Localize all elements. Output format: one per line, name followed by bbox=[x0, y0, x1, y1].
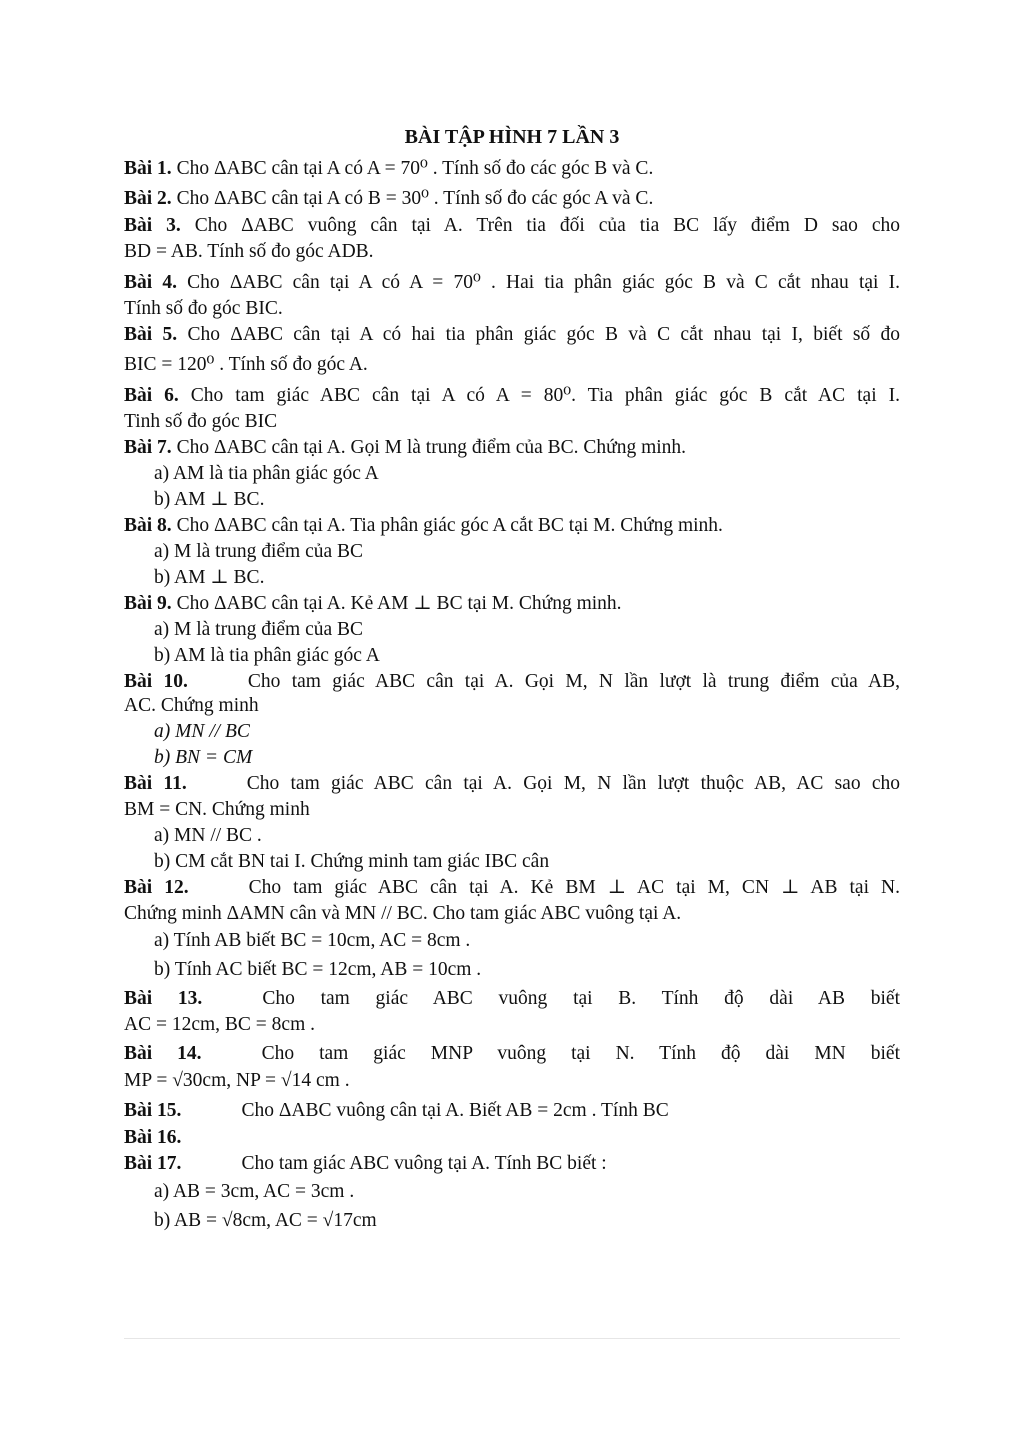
document-title: BÀI TẬP HÌNH 7 LẦN 3 bbox=[404, 126, 620, 148]
exercise-2 bbox=[124, 186, 900, 212]
exercise-text: Cho ΔABC cân tại A. Gọi M là trung điểm của BC. Chứng minh. bbox=[171, 437, 687, 458]
sub-item-text: b) BN = CM bbox=[154, 747, 253, 768]
sub-item-text: a) AM là tia phân giác góc A bbox=[154, 463, 379, 484]
exercise-6 bbox=[124, 383, 900, 409]
exercise-text: Cho tam giác ABC cân tại A. Gọi M, N lần lượt thuộc AB, AC sao cho bbox=[246, 773, 900, 794]
exercise-label: Bài 1. bbox=[124, 158, 172, 179]
exercise-15 bbox=[124, 1098, 900, 1124]
exercise-text: Cho tam giác MNP vuông tại N. Tính độ dài MN biết bbox=[261, 1043, 900, 1064]
exercise-label: Bài 13. bbox=[124, 988, 203, 1009]
exercise-text: BM = CN. Chứng minh bbox=[124, 799, 310, 820]
exercise-text: Cho tam giác ABC cân tại A. Kẻ BM ⊥ AC tại M, CN ⊥ AB tại N. bbox=[248, 877, 900, 898]
exercise-text: Cho tam giác ABC cân tại A có A = 80⁰. Tia phân giác góc B cắt AC tại I. bbox=[178, 385, 900, 406]
exercise-text: Cho ΔABC vuông cân tại A. Biết AB = 2cm . Tính BC bbox=[241, 1100, 669, 1121]
sub-item-text: a) Tính AB biết BC = 10cm, AC = 8cm . bbox=[154, 930, 471, 951]
exercise-9-b bbox=[154, 643, 900, 669]
exercise-text: Cho tam giác ABC vuông tại A. Tính BC biết : bbox=[241, 1153, 607, 1174]
exercise-label: Bài 17. bbox=[124, 1153, 182, 1174]
exercise-16 bbox=[124, 1125, 900, 1151]
exercise-text: Chứng minh ΔAMN cân và MN // BC. Cho tam giác ABC vuông tại A. bbox=[124, 903, 682, 924]
exercise-9-a bbox=[154, 617, 900, 643]
exercise-6-cont bbox=[124, 409, 900, 435]
sub-item-text: b) Tính AC biết BC = 12cm, AB = 10cm . bbox=[154, 959, 482, 980]
sub-item-text: a) MN // BC . bbox=[154, 825, 262, 846]
exercise-text: Cho tam giác ABC vuông tại B. Tính độ dài AB biết bbox=[262, 988, 900, 1009]
exercise-12-b bbox=[154, 957, 900, 983]
exercise-label: Bài 7. bbox=[124, 437, 172, 458]
exercise-11-a bbox=[154, 823, 900, 849]
exercise-text: AC = 12cm, BC = 8cm . bbox=[124, 1014, 315, 1035]
exercise-text: Cho ΔABC cân tại A có A = 70⁰ . Tính số đo các góc B và C. bbox=[171, 158, 654, 179]
exercise-text: BIC = 120⁰ . Tính số đo góc A. bbox=[124, 354, 368, 375]
exercise-10 bbox=[124, 669, 900, 695]
exercise-13 bbox=[124, 986, 900, 1012]
exercise-7-a bbox=[154, 461, 900, 487]
exercise-7-b bbox=[154, 487, 900, 513]
exercise-label: Bài 4. bbox=[124, 272, 177, 293]
exercise-text: AC. Chứng minh bbox=[124, 695, 259, 716]
exercise-17-b bbox=[154, 1208, 900, 1234]
exercise-text: Tinh số đo góc BIC bbox=[124, 411, 278, 432]
exercise-5 bbox=[124, 322, 900, 348]
exercise-label: Bài 15. bbox=[124, 1100, 182, 1121]
exercise-12-cont bbox=[124, 901, 900, 927]
exercise-text: Cho ΔABC vuông cân tại A. Trên tia đối của tia BC lấy điểm D sao cho bbox=[180, 215, 900, 236]
page-bottom-divider bbox=[124, 1338, 900, 1339]
exercise-5-cont bbox=[124, 352, 900, 378]
sub-item-text: a) AB = 3cm, AC = 3cm . bbox=[154, 1181, 355, 1202]
exercise-label: Bài 10. bbox=[124, 671, 188, 692]
exercise-text: Cho ΔABC cân tại A có hai tia phân giác góc B và C cắt nhau tại I, biết số đo bbox=[177, 324, 900, 345]
sub-item-text: b) AM là tia phân giác góc A bbox=[154, 645, 380, 666]
exercise-14 bbox=[124, 1041, 900, 1067]
exercise-11-b bbox=[154, 849, 900, 875]
sub-item-text: b) CM cắt BN tai I. Chứng minh tam giác IBC cân bbox=[154, 851, 550, 872]
sub-item-text: a) MN // BC bbox=[154, 721, 250, 742]
exercise-13-cont bbox=[124, 1012, 900, 1038]
exercise-label: Bài 9. bbox=[124, 593, 172, 614]
exercise-text: MP = √30cm, NP = √14 cm . bbox=[124, 1070, 350, 1091]
exercise-9 bbox=[124, 591, 900, 617]
exercise-4 bbox=[124, 270, 900, 296]
exercise-label: Bài 12. bbox=[124, 877, 189, 898]
exercise-11 bbox=[124, 771, 900, 797]
sub-item-text: b) AM ⊥ BC. bbox=[154, 489, 265, 510]
exercise-text: Cho ΔABC cân tại A. Kẻ AM ⊥ BC tại M. Chứng minh. bbox=[171, 593, 622, 614]
exercise-label: Bài 5. bbox=[124, 324, 178, 345]
exercise-10-cont bbox=[124, 693, 900, 719]
exercise-10-a bbox=[154, 719, 900, 745]
exercise-text: Cho tam giác ABC cân tại A. Gọi M, N lần lượt là trung điểm của AB, bbox=[247, 671, 900, 692]
exercise-17 bbox=[124, 1151, 900, 1177]
exercise-text: BD = AB. Tính số đo góc ADB. bbox=[124, 241, 374, 262]
exercise-label: Bài 2. bbox=[124, 188, 172, 209]
exercise-14-cont bbox=[124, 1068, 900, 1094]
exercise-text: Cho ΔABC cân tại A. Tia phân giác góc A cắt BC tại M. Chứng minh. bbox=[171, 515, 723, 536]
sub-item-text: b) AM ⊥ BC. bbox=[154, 567, 265, 588]
exercise-10-b bbox=[154, 745, 900, 771]
exercise-7 bbox=[124, 435, 900, 461]
exercise-text: Cho ΔABC cân tại A có B = 30⁰ . Tính số đo các góc A và C. bbox=[171, 188, 654, 209]
exercise-label: Bài 11. bbox=[124, 773, 187, 794]
exercise-label: Bài 16. bbox=[124, 1127, 182, 1148]
exercise-3 bbox=[124, 213, 900, 239]
exercise-label: Bài 3. bbox=[124, 215, 181, 236]
exercise-12-a bbox=[154, 928, 900, 954]
sub-item-text: a) M là trung điểm của BC bbox=[154, 619, 364, 640]
exercise-1 bbox=[124, 156, 900, 182]
exercise-8-a bbox=[154, 539, 900, 565]
exercise-text: Cho ΔABC cân tại A có A = 70⁰ . Hai tia phân giác góc B và C cắt nhau tại I. bbox=[176, 272, 900, 293]
exercise-text: Tính số đo góc BIC. bbox=[124, 298, 283, 319]
exercise-3-cont bbox=[124, 239, 900, 265]
exercise-12 bbox=[124, 875, 900, 901]
exercise-11-cont bbox=[124, 797, 900, 823]
exercise-8-b bbox=[154, 565, 900, 591]
exercise-label: Bài 14. bbox=[124, 1043, 202, 1064]
exercise-17-a bbox=[154, 1179, 900, 1205]
exercise-label: Bài 8. bbox=[124, 515, 172, 536]
exercise-4-cont bbox=[124, 296, 900, 322]
exercise-8 bbox=[124, 513, 900, 539]
exercise-label: Bài 6. bbox=[124, 385, 179, 406]
sub-item-text: b) AB = √8cm, AC = √17cm bbox=[154, 1210, 377, 1231]
sub-item-text: a) M là trung điểm của BC bbox=[154, 541, 364, 562]
